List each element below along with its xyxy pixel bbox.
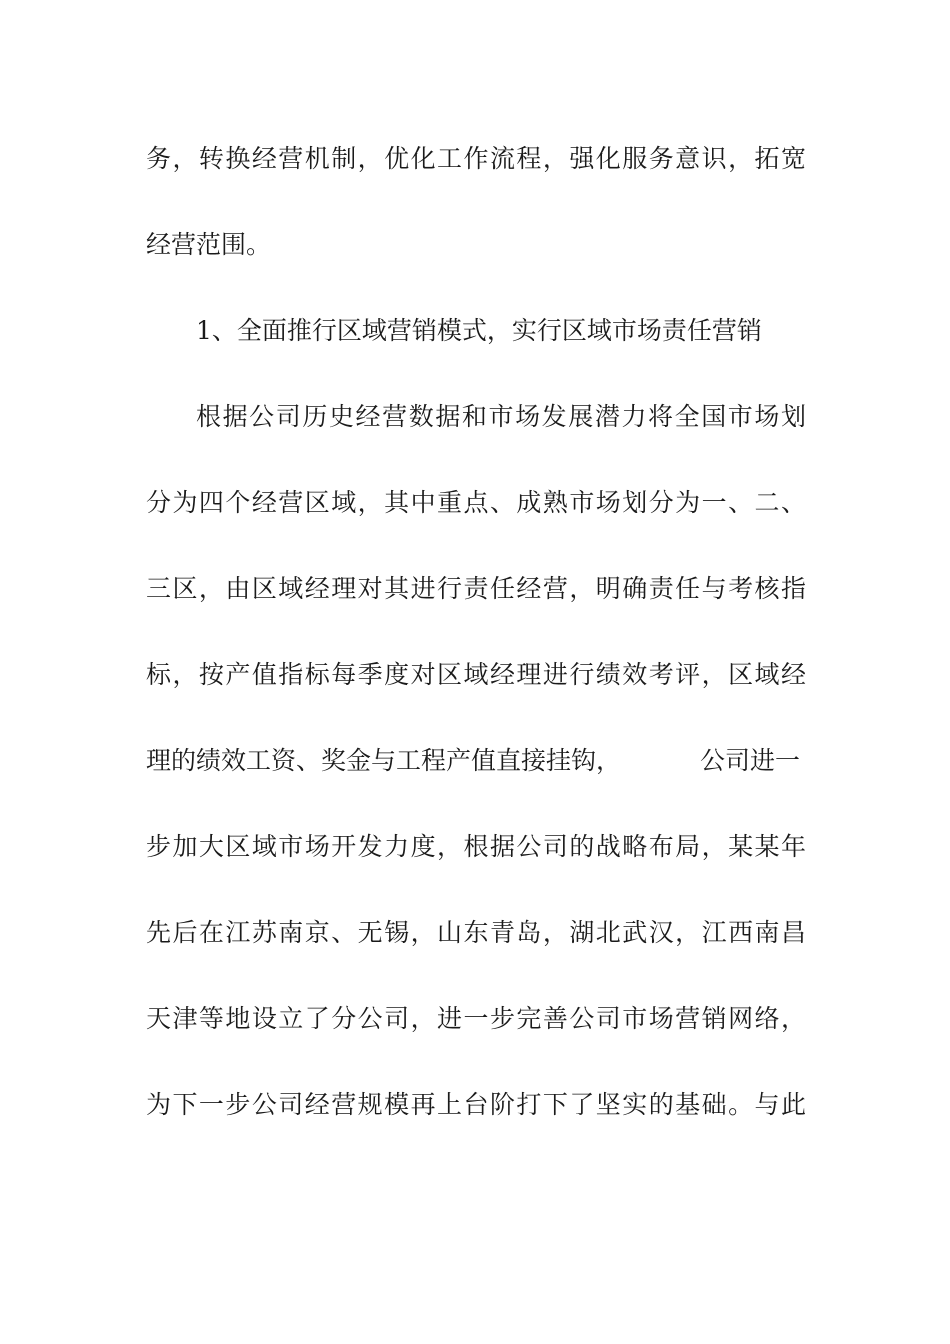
text-line-10: 先后在江苏南京、无锡，山东青岛，湖北武汉，江西南昌: [146, 918, 806, 947]
text-line-12: 为下一步公司经营规模再上台阶打下了坚实的基础。与此: [146, 1090, 806, 1119]
text-line-8a: 理的绩效工资、奖金与工程产值直接挂钩，: [146, 746, 622, 775]
text-line-2: 经营范围。: [146, 230, 272, 259]
text-line-11: 天津等地设立了分公司，进一步完善公司市场营销网络，: [146, 1004, 806, 1033]
text-line-6: 三区，由区域经理对其进行责任经营，明确责任与考核指: [146, 574, 806, 603]
text-line-1: 务，转换经营机制，优化工作流程，强化服务意识，拓宽: [146, 144, 806, 173]
text-line-5: 分为四个经营区域，其中重点、成熟市场划分为一、二、: [146, 488, 806, 517]
text-line-7: 标，按产值指标每季度对区域经理进行绩效考评，区域经: [146, 660, 806, 689]
section-heading: 1、全面推行区域营销模式，实行区域市场责任营销: [196, 316, 762, 345]
text-line-9: 步加大区域市场开发力度，根据公司的战略布局，某某年: [146, 832, 806, 861]
text-line-8b: 公司进一: [700, 746, 801, 775]
text-line-4: 根据公司历史经营数据和市场发展潜力将全国市场划: [196, 402, 806, 431]
